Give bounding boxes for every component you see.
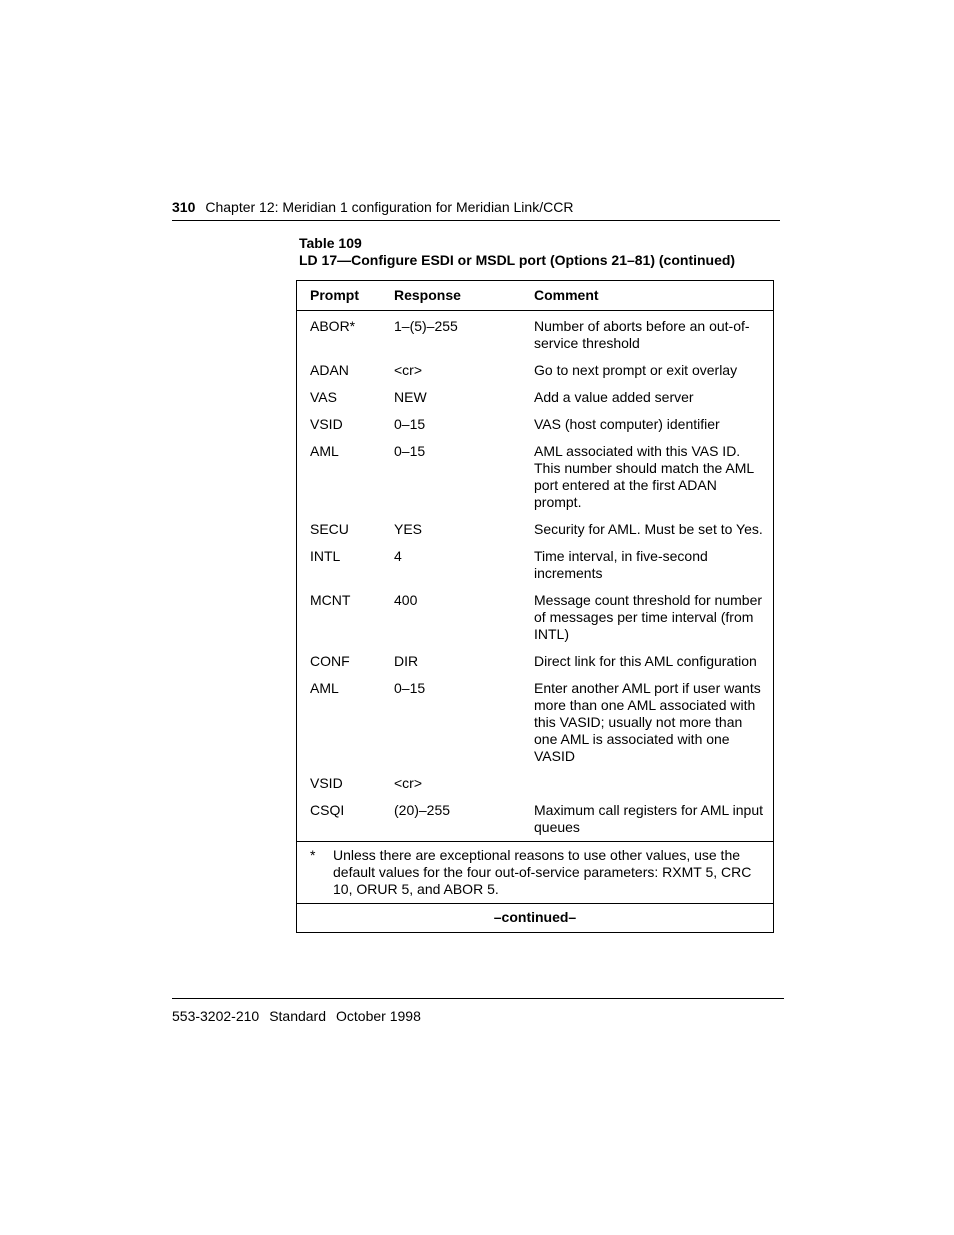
cell-comment: Maximum call registers for AML input queues [534,802,763,835]
cell-comment: VAS (host computer) identifier [534,416,720,432]
table-footnote [310,847,765,898]
cell-response: NEW [394,389,427,405]
table-row [297,516,774,543]
cell-comment: Number of aborts before an out-of-service threshold [534,318,750,351]
cell-response: (20)–255 [394,802,451,818]
cell-prompt: ADAN [310,362,349,378]
table-continued-row [297,904,774,933]
footnote-text: Unless there are exceptional reasons to use other values, use the default values for the four out-of-service parameters: RXMT 5, CRC 10, ORUR 5, and ABOR 5. [333,847,752,897]
col-header-prompt: Prompt [297,281,395,311]
cell-comment: Message count threshold for number of messages per time interval (from INTL) [534,592,763,642]
cell-prompt: VAS [310,389,337,405]
cell-prompt: CONF [310,653,350,669]
cell-response: 0–15 [394,416,426,432]
cell-response: 400 [394,592,418,608]
table-row [297,675,774,770]
table-row [297,543,774,587]
table-note-row [297,842,774,904]
table-header-row [297,281,774,311]
cell-prompt: CSQI [310,802,345,818]
col-header-response: Response [394,281,534,311]
cell-prompt: ABOR* [310,318,356,334]
cell-response: <cr> [394,775,423,791]
col-header-comment: Comment [534,281,774,311]
table-row [297,357,774,384]
cell-prompt: VSID [310,416,343,432]
cell-prompt: INTL [310,548,341,564]
cell-response: 0–15 [394,443,426,459]
document-number: 553-3202-210 [172,1008,260,1024]
cell-prompt: AML [310,680,339,696]
cell-response: 4 [394,548,402,564]
cell-comment: Time interval, in five-second increments [534,548,708,581]
cell-response: <cr> [394,362,423,378]
chapter-title: Chapter 12: Meridian 1 configuration for Meridian Link/CCR [205,199,574,215]
cell-comment: Go to next prompt or exit overlay [534,362,738,378]
table-row [297,797,774,842]
table-row [297,438,774,516]
table-row [297,770,774,797]
cell-prompt: SECU [310,521,349,537]
footnote-marker: * [310,847,316,863]
running-header [172,199,780,221]
running-footer [172,998,784,1025]
table-caption [299,235,735,269]
cell-comment: Add a value added server [534,389,694,405]
table-label: Table 109 [299,235,362,251]
cell-comment [534,770,774,797]
config-table [296,280,774,933]
table-row [297,587,774,648]
cell-response: 0–15 [394,680,426,696]
cell-prompt: MCNT [310,592,351,608]
cell-prompt: VSID [310,775,343,791]
table-row [297,311,774,358]
continued-label: –continued– [297,904,774,933]
table-title: LD 17—Configure ESDI or MSDL port (Options 21–81) (continued) [299,252,736,268]
cell-comment: AML associated with this VAS ID. This number should match the AML port entered at the first ADAN prompt. [534,443,754,510]
cell-response: 1–(5)–255 [394,318,458,334]
cell-response: DIR [394,653,419,669]
cell-comment: Direct link for this AML configuration [534,653,757,669]
cell-prompt: AML [310,443,339,459]
table-row [297,411,774,438]
cell-comment: Enter another AML port if user wants more than one AML associated with this VASID; usually not more than one AML is associated with one VASID [534,680,761,764]
document-status: Standard [269,1008,327,1024]
page-number: 310 [172,199,196,215]
table-row [297,384,774,411]
table-row [297,648,774,675]
document-date: October 1998 [336,1008,421,1024]
cell-response: YES [394,521,423,537]
cell-comment: Security for AML. Must be set to Yes. [534,521,763,537]
